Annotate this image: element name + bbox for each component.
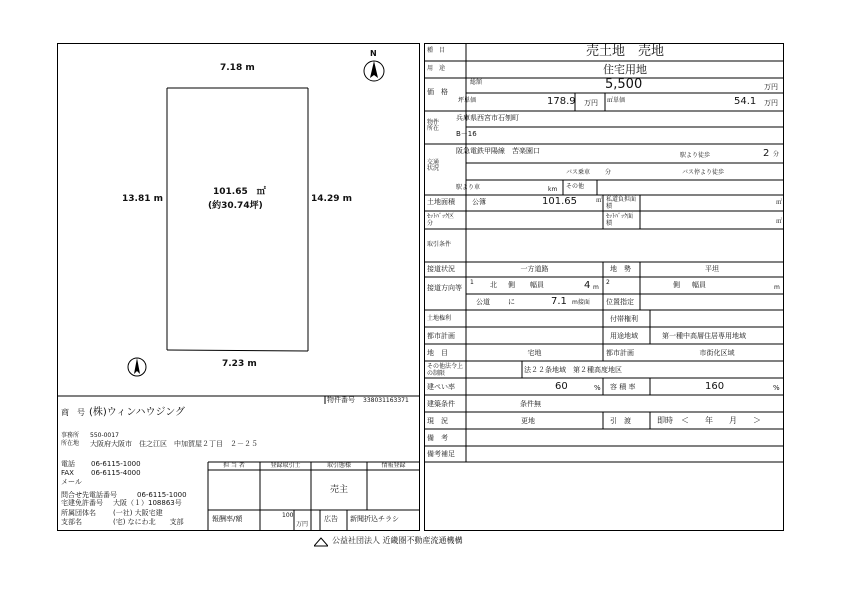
kind: 売土地 売地 bbox=[585, 44, 664, 59]
fee-label: 報酬率/額 bbox=[212, 515, 243, 523]
road1-dir: 北 bbox=[490, 281, 497, 289]
land-area: 101.65 bbox=[542, 196, 577, 207]
road2-side: 側 bbox=[673, 281, 680, 289]
far-pct: % bbox=[773, 384, 780, 392]
assoc: (一社) 大阪宅建 bbox=[113, 509, 163, 517]
staff-header-1: 登録取引士 bbox=[270, 462, 301, 469]
status-label: 現 況 bbox=[427, 417, 448, 425]
use: 住宅用地 bbox=[603, 63, 647, 76]
road2-width-label: 幅員 bbox=[692, 281, 706, 289]
land-area-unit: ㎡ bbox=[596, 197, 603, 204]
mail-label: メール bbox=[61, 478, 82, 486]
doc-no-label: 物件番号 bbox=[327, 396, 355, 404]
land-rights-label: 土地権利 bbox=[427, 315, 452, 322]
land-area-label: 土地面積 bbox=[427, 198, 455, 206]
private-road-unit: ㎡ bbox=[776, 199, 783, 206]
plot-top-width: 7.18 m bbox=[220, 63, 255, 73]
road1-width: 4 bbox=[584, 280, 591, 291]
sqm-label: ㎡単価 bbox=[607, 97, 626, 104]
transport-label: 交通状況 bbox=[427, 159, 440, 172]
bus-ride-unit: 分 bbox=[605, 169, 612, 176]
road-ni: に bbox=[508, 298, 515, 306]
tsubo-label: 坪単価 bbox=[458, 97, 477, 104]
fee-value: 100 bbox=[282, 512, 294, 519]
coverage-pct: % bbox=[594, 384, 601, 392]
frontage: 7.1 bbox=[551, 296, 567, 307]
km-unit: km bbox=[548, 186, 558, 193]
staff-header-0: 担 当 者 bbox=[223, 462, 245, 469]
plot-left-depth: 13.81 m bbox=[122, 194, 163, 204]
location: 兵庫県西宮市石刎町 bbox=[456, 114, 519, 122]
zip: 550-0017 bbox=[90, 432, 119, 439]
staff-header-2: 取引態様 bbox=[326, 462, 351, 469]
handover-label: 引 渡 bbox=[610, 417, 631, 425]
land-cat-label: 地 目 bbox=[427, 349, 448, 357]
association-logo-icon bbox=[314, 537, 328, 547]
road-dir-label: 接道方向等 bbox=[427, 284, 462, 292]
total-unit: 万円 bbox=[764, 83, 778, 91]
north-arrow-icon-small bbox=[126, 355, 152, 379]
ad-value: 新聞折込チラシ bbox=[350, 515, 399, 523]
road1-no: 1 bbox=[470, 279, 474, 286]
city-area-label: 都市計画 bbox=[606, 349, 634, 357]
road1-width-label: 幅員 bbox=[530, 281, 544, 289]
handover: 即時 ＜ 年 月 ＞ bbox=[657, 416, 761, 425]
setback-label: ｾｯﾄﾊﾞｯｸ区分 bbox=[427, 213, 455, 227]
company-name: (株)ウィンハウジング bbox=[89, 407, 186, 418]
contact-label: 問合せ先電話番号 bbox=[61, 491, 117, 499]
staff-header-3: 情報登録 bbox=[381, 462, 406, 469]
location-label: 物件所在 bbox=[427, 119, 440, 132]
rights-extra-label: 付帯権利 bbox=[610, 315, 638, 323]
plot-bottom-width: 7.23 m bbox=[222, 359, 257, 369]
license: 大阪（１）108863号 bbox=[113, 499, 182, 507]
tsubo-price: 178.9 bbox=[547, 96, 576, 107]
remarks-label: 備 考 bbox=[427, 434, 448, 442]
price-label: 価 格 bbox=[427, 88, 448, 96]
position-label: 位置指定 bbox=[606, 298, 634, 306]
walk-unit: 分 bbox=[773, 151, 780, 158]
road1-unit: m bbox=[593, 284, 599, 291]
plot-area-tsubo: (約30.74坪) bbox=[208, 201, 263, 211]
zoning-label: 用途地域 bbox=[610, 332, 638, 340]
bus-ride-label: バス乗車 bbox=[566, 169, 591, 176]
branch-label: 支部名 bbox=[61, 518, 82, 526]
setback-area-unit: ㎡ bbox=[776, 218, 783, 225]
tel-label: 電話 bbox=[61, 460, 75, 468]
trade-type: 売主 bbox=[329, 485, 348, 495]
company-label: 商 号 bbox=[61, 408, 85, 417]
ad-label: 広告 bbox=[324, 515, 338, 523]
north-label: N bbox=[370, 49, 377, 58]
road2-no: 2 bbox=[606, 279, 610, 286]
address: 大阪府大阪市 住之江区 中加賀屋２丁目 ２－２５ bbox=[90, 440, 258, 448]
remarks2-label: 備考補足 bbox=[427, 450, 455, 458]
frontage-suffix: m接面 bbox=[572, 299, 590, 306]
road-public: 公道 bbox=[476, 298, 490, 306]
block: B－16 bbox=[456, 130, 477, 138]
total: 5,500 bbox=[605, 77, 643, 92]
setback-area-label: ｾｯﾄﾊﾞｯｸ面積 bbox=[606, 213, 634, 227]
license-label: 宅建免許番号 bbox=[61, 499, 103, 507]
kind-label: 種 目 bbox=[427, 47, 446, 54]
fax: 06-6115-4000 bbox=[91, 469, 141, 477]
road-label: 接道状況 bbox=[427, 265, 455, 273]
status: 更地 bbox=[521, 417, 535, 425]
city-plan-label: 都市計画 bbox=[427, 332, 455, 340]
walk: 2 bbox=[763, 148, 770, 159]
other-limits-label: その他法令上の制限 bbox=[427, 363, 464, 377]
land-cat: 宅地 bbox=[527, 349, 542, 357]
private-road-label: 私道負担面積 bbox=[606, 196, 637, 210]
sqm-unit: 万円 bbox=[764, 99, 778, 107]
fee-unit: 万円 bbox=[296, 521, 309, 528]
far-label: 容 積 率 bbox=[610, 383, 636, 391]
sqm-price: 54.1 bbox=[734, 96, 757, 107]
tsubo-unit: 万円 bbox=[584, 99, 598, 107]
fax-label: FAX bbox=[61, 469, 74, 477]
doc-no: 338031163371 bbox=[363, 397, 409, 404]
terrain: 平坦 bbox=[705, 265, 719, 273]
coverage: 60 bbox=[555, 381, 568, 392]
other-label: その他 bbox=[566, 183, 585, 190]
total-label: 総額 bbox=[470, 79, 483, 86]
road1-side: 側 bbox=[508, 281, 515, 289]
build-cond-label: 建築条件 bbox=[427, 400, 455, 408]
road: 一方道路 bbox=[520, 265, 549, 273]
terrain-label: 地 勢 bbox=[610, 265, 631, 273]
other-limits: 法２２条地域 第２種高度地区 bbox=[524, 366, 622, 374]
coverage-label: 建ぺい率 bbox=[427, 383, 455, 391]
city-area: 市街化区域 bbox=[699, 349, 735, 357]
from-station-label: 駅より車 bbox=[456, 184, 481, 191]
branch: (宅) なにわ北 支部 bbox=[113, 518, 184, 526]
address-label: 所在地 bbox=[61, 440, 80, 447]
line: 阪急電鉄甲陽線 苦楽園口 bbox=[456, 147, 540, 155]
use-label: 用 途 bbox=[427, 65, 446, 72]
tel: 06-6115-1000 bbox=[91, 460, 141, 468]
assoc-label: 所属団体名 bbox=[61, 509, 96, 517]
build-cond: 条件無 bbox=[520, 400, 541, 408]
contact-tel: 06-6115-1000 bbox=[137, 491, 187, 499]
north-arrow-icon bbox=[361, 50, 387, 82]
office-label: 事務所 bbox=[61, 432, 80, 439]
plot-area: 101.65 ㎡ bbox=[213, 187, 266, 197]
notes-label: 取引条件 bbox=[427, 241, 452, 248]
bus-walk-label: バス停より徒歩 bbox=[682, 169, 725, 176]
plot-right-depth: 14.29 m bbox=[311, 194, 352, 204]
far: 160 bbox=[705, 381, 725, 392]
land-measure: 公簿 bbox=[472, 198, 486, 206]
zoning: 第一種中高層住居専用地域 bbox=[662, 332, 746, 340]
walk-label: 駅より徒歩 bbox=[680, 152, 711, 159]
footer-text: 公益社団法人 近畿圏不動産流通機構 bbox=[332, 536, 463, 545]
road2-unit: m bbox=[774, 284, 780, 291]
